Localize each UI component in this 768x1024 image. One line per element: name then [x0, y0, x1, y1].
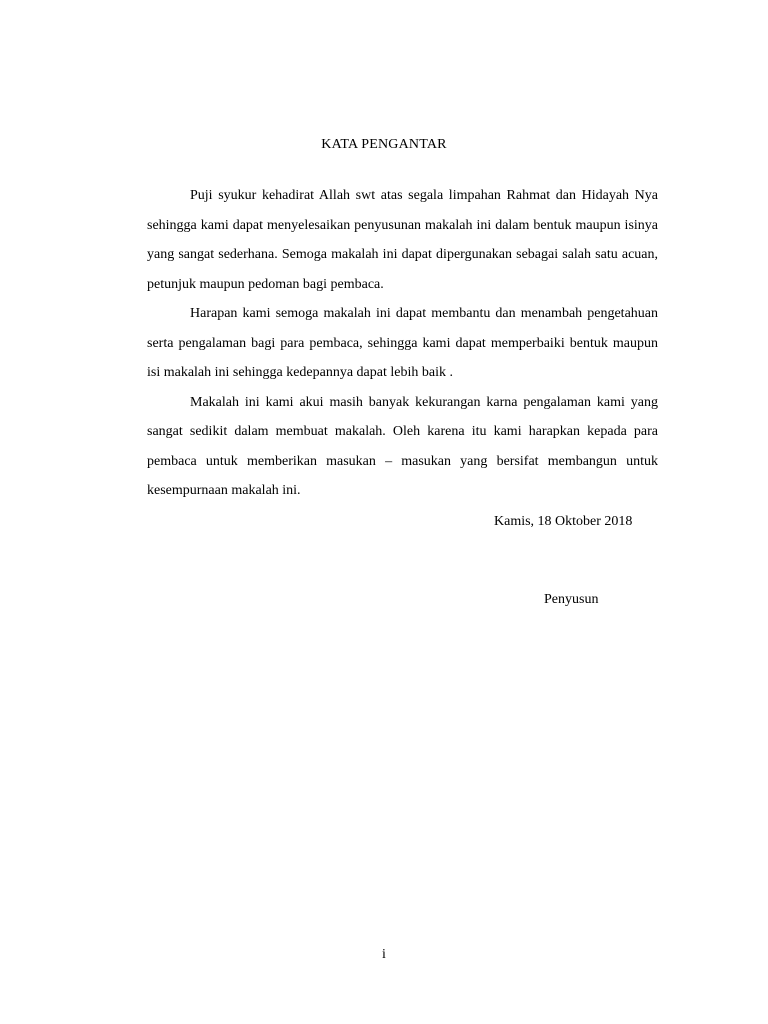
date-line: Kamis, 18 Oktober 2018	[494, 514, 633, 529]
paragraph-1: Puji syukur kehadirat Allah swt atas segala limpahan Rahmat dan Hidayah Nya sehingga kami dapat menyelesaikan penyusunan makalah ini dalam bentuk maupun isinya yang sangat sederhana. Semoga makalah ini dapat dipergunakan sebagai salah satu acuan, petunjuk maupun pedoman bagi pembaca.	[147, 188, 658, 292]
page-title: KATA PENGANTAR	[321, 137, 447, 152]
signer-label: Penyusun	[544, 592, 599, 607]
document-body	[147, 181, 658, 506]
paragraph-2: Harapan kami semoga makalah ini dapat membantu dan menambah pengetahuan serta pengalaman bagi para pembaca, sehingga kami dapat memperbaiki bentuk maupun isi makalah ini sehingga kedepannya dapat lebih baik .	[147, 306, 658, 380]
paragraph-3: Makalah ini kami akui masih banyak kekurangan karna pengalaman kami yang sangat sedikit dalam membuat makalah. Oleh karena itu kami harapkan kepada para pembaca untuk memberikan masukan – masukan yang bersifat membangun untuk kesempurnaan makalah ini.	[147, 394, 658, 498]
page-number: i	[382, 947, 386, 962]
